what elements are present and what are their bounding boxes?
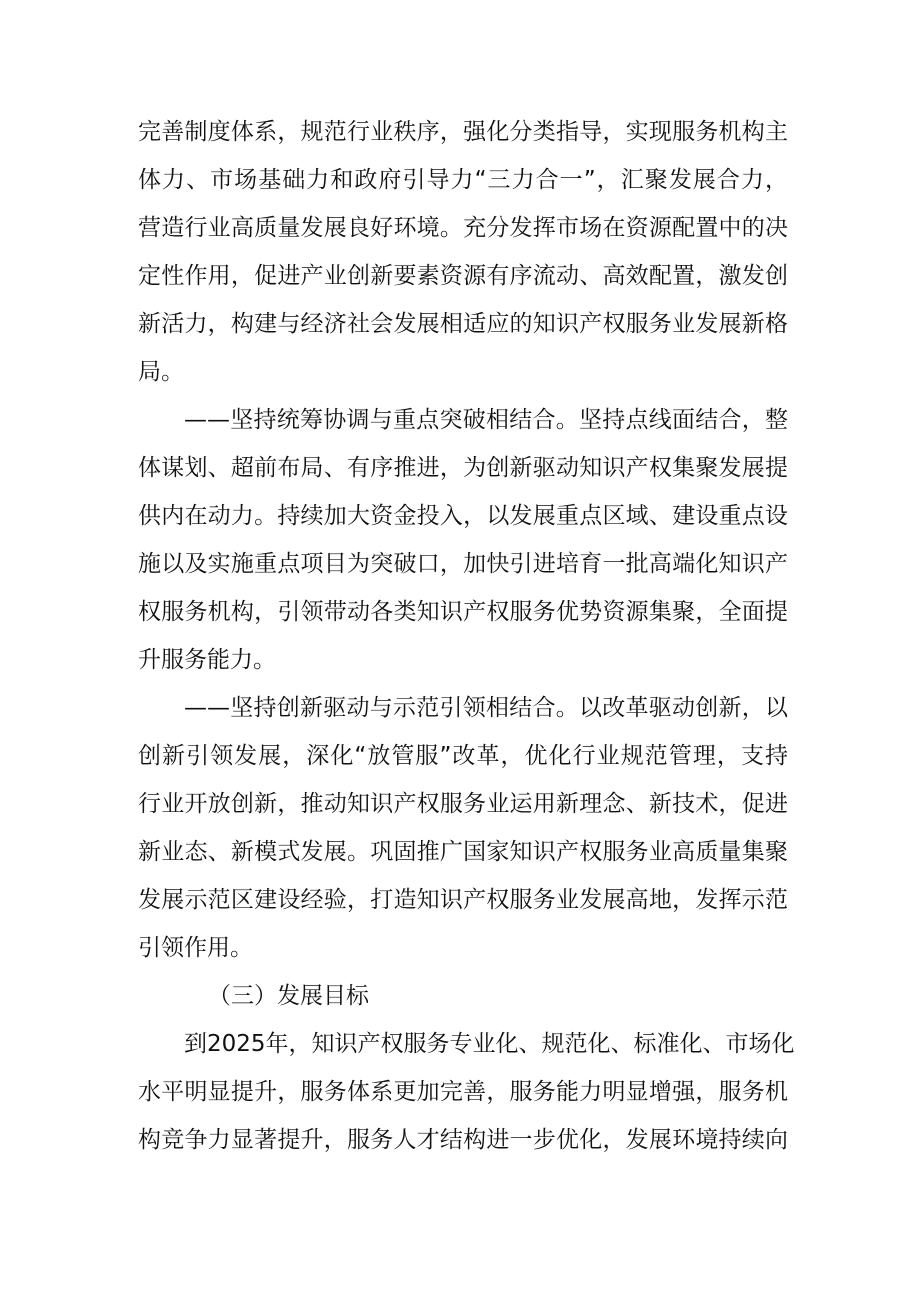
paragraph-line: 升服务能力。 <box>138 647 276 673</box>
paragraph-line: 供内在动力。持续加大资金投入，以发展重点区域、建设重点设 <box>138 503 788 529</box>
paragraph-institutional-system <box>138 108 788 396</box>
paragraph-line: 发展示范区建设经验，打造知识产权服务业发展高地，发挥示范 <box>138 887 788 913</box>
paragraph-line: ——坚持创新驱动与示范引领相结合。以改革驱动创新，以 <box>184 695 788 721</box>
paragraph-line: 完善制度体系，规范行业秩序，强化分类指导，实现服务机构主 <box>138 119 788 145</box>
paragraph-line: 新业态、新模式发展。巩固推广国家知识产权服务业高质量集聚 <box>138 839 788 865</box>
paragraph-line: 体谋划、超前布局、有序推进，为创新驱动知识产权集聚发展提 <box>138 455 788 481</box>
section-heading-development-goals <box>138 972 788 1020</box>
paragraph-line: 权服务机构，引领带动各类知识产权服务优势资源集聚，全面提 <box>138 599 788 625</box>
paragraph-line: 构竞争力显著提升，服务人才结构进一步优化，发展环境持续向 <box>138 1127 788 1153</box>
paragraph-coordination-breakthrough <box>138 396 788 684</box>
paragraph-line: 水平明显提升，服务体系更加完善，服务能力明显增强，服务机 <box>138 1079 788 1105</box>
paragraph-line: 局。 <box>138 359 184 385</box>
paragraph-line: 到2025年，知识产权服务专业化、规范化、标准化、市场化 <box>184 1031 795 1057</box>
paragraph-innovation-demonstration <box>138 684 788 972</box>
paragraph-line: 施以及实施重点项目为突破口，加快引进培育一批高端化知识产 <box>138 551 788 577</box>
paragraph-line: 创新引领发展，深化“放管服”改革，优化行业规范管理，支持 <box>138 743 788 769</box>
paragraph-line: ——坚持统筹协调与重点突破相结合。坚持点线面结合，整 <box>184 407 788 433</box>
paragraph-line: 新活力，构建与经济社会发展相适应的知识产权服务业发展新格 <box>138 311 788 337</box>
paragraph-line: 定性作用，促进产业创新要素资源有序流动、高效配置，激发创 <box>138 263 788 289</box>
paragraph-2025-targets <box>138 1020 795 1164</box>
paragraph-line: 体力、市场基础力和政府引导力“三力合一”，汇聚发展合力， <box>138 167 788 193</box>
section-heading: （三）发展目标 <box>208 983 369 1009</box>
paragraph-line: 行业开放创新，推动知识产权服务业运用新理念、新技术，促进 <box>138 791 788 817</box>
paragraph-line: 引领作用。 <box>138 935 253 961</box>
paragraph-line: 营造行业高质量发展良好环境。充分发挥市场在资源配置中的决 <box>138 215 788 241</box>
